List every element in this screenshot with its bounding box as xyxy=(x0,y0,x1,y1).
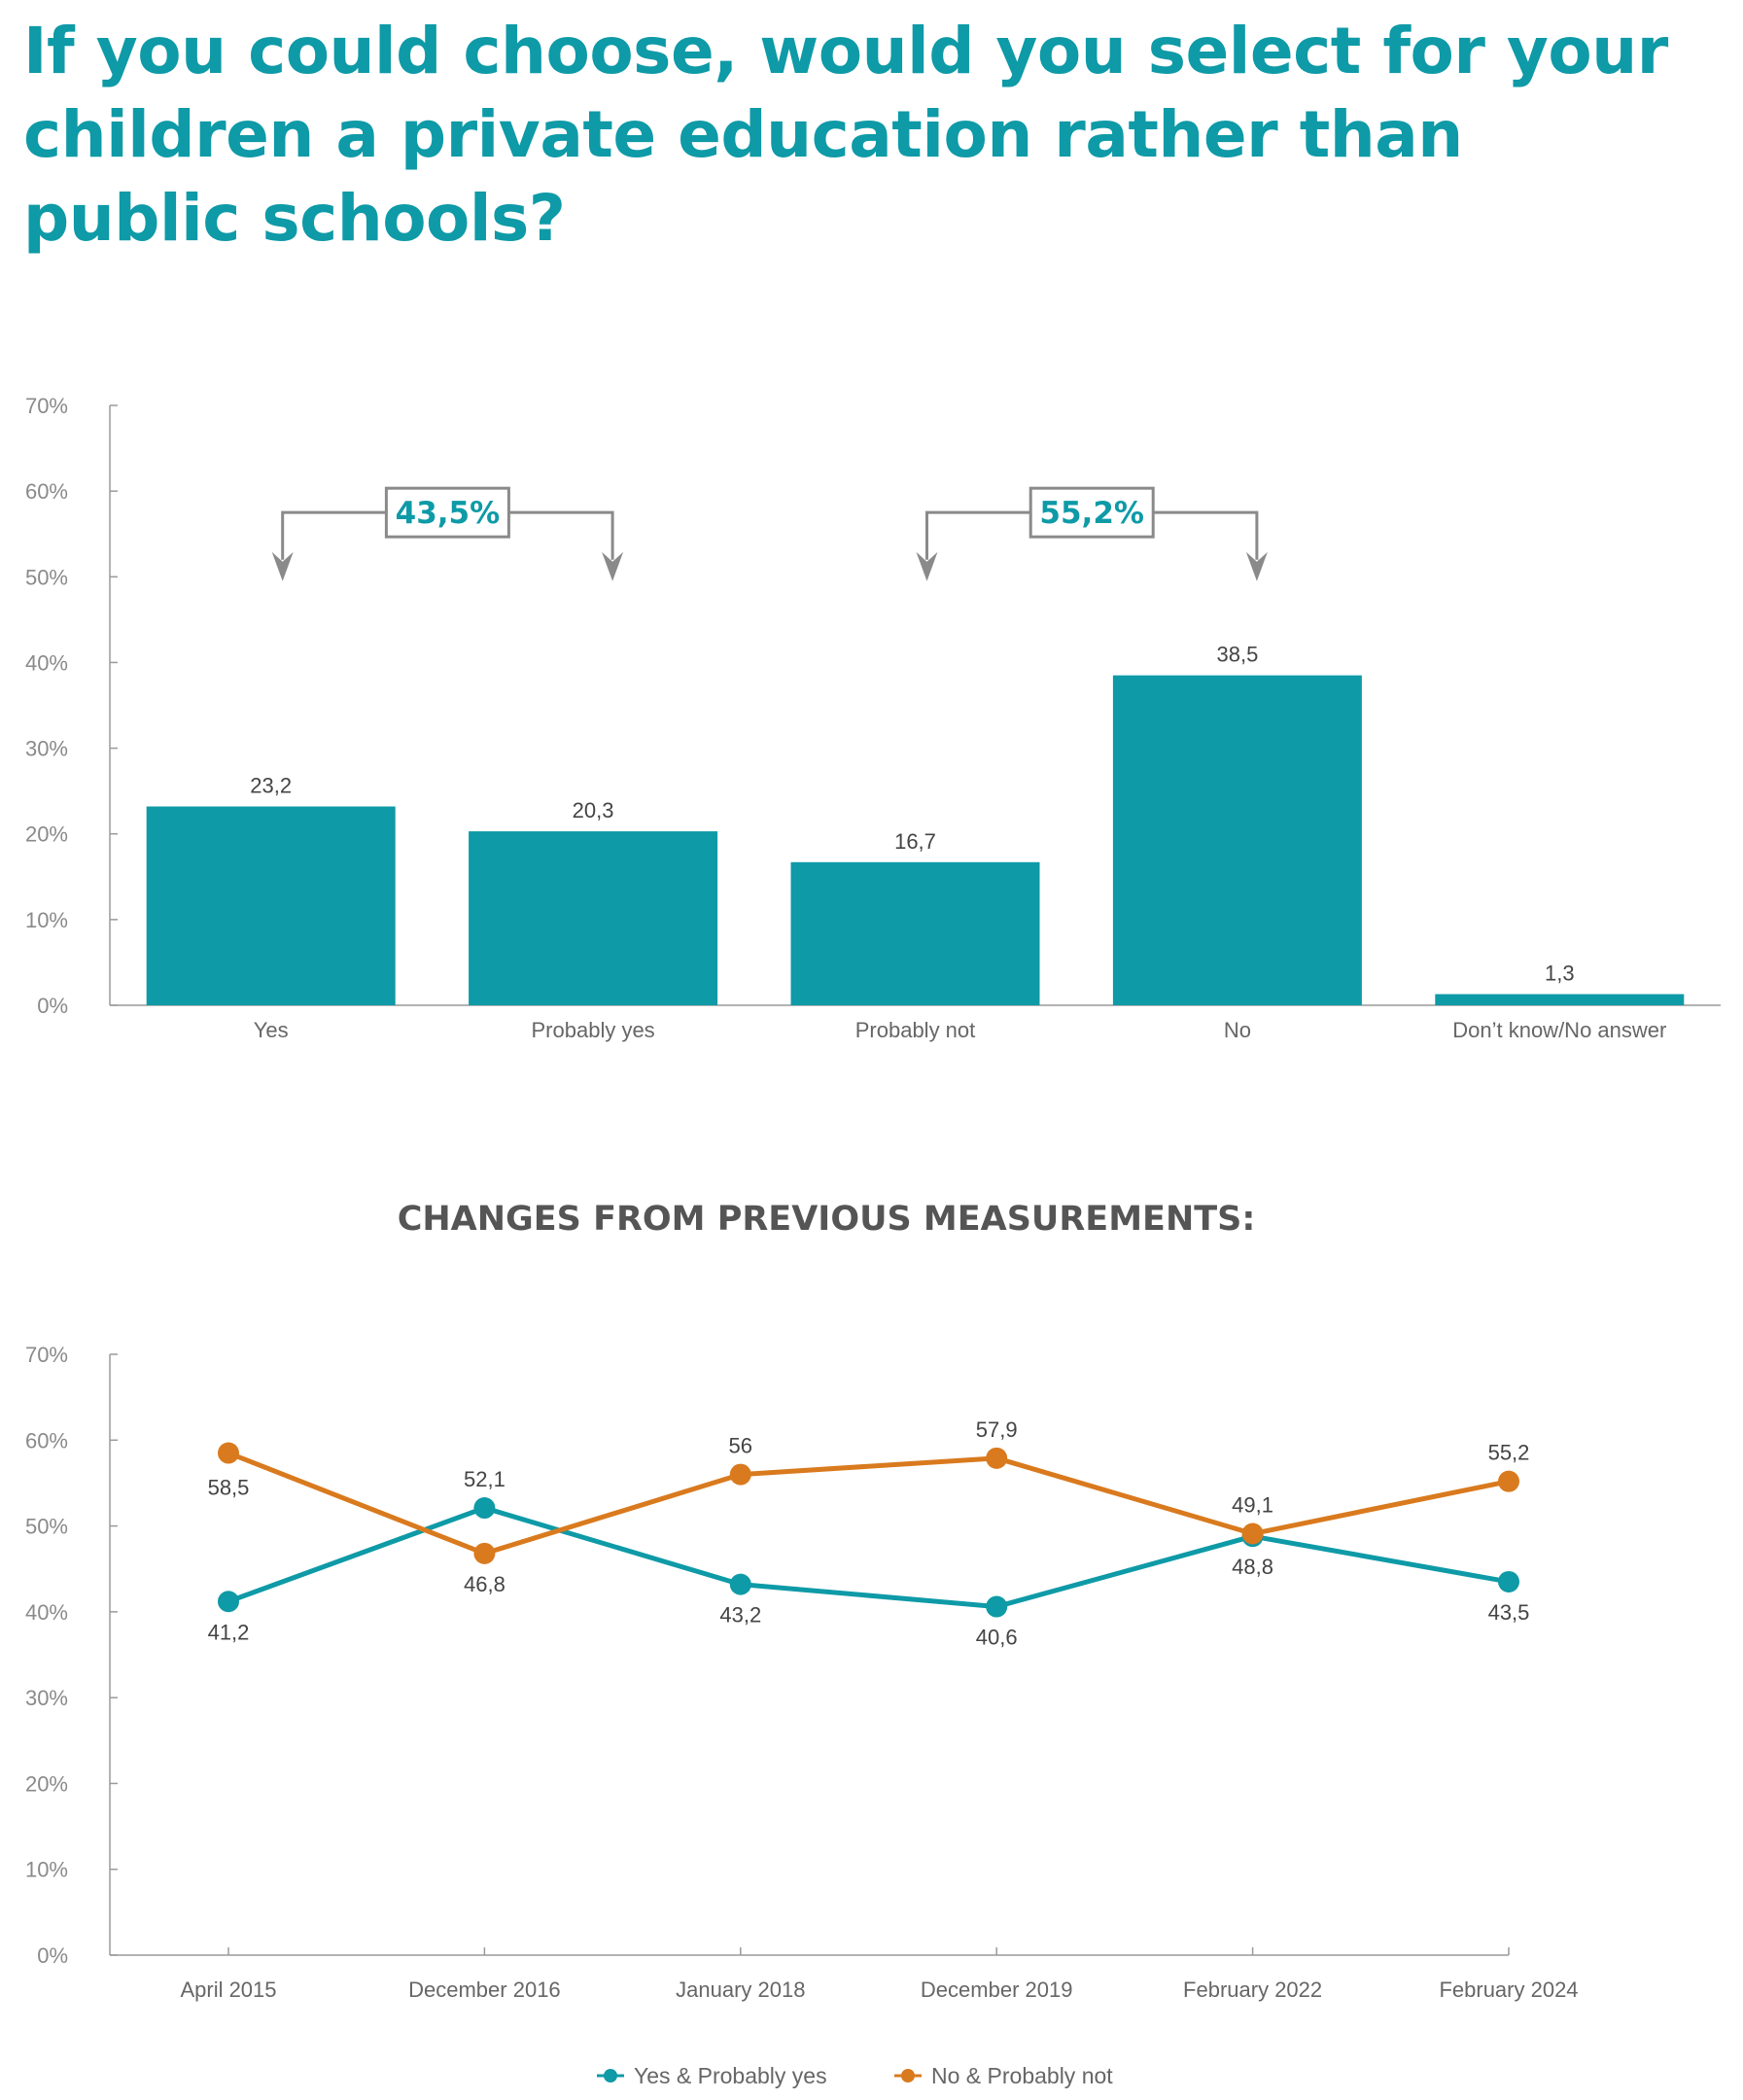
legend-swatch-dot xyxy=(604,2069,617,2082)
line-x-tick-label: December 2019 xyxy=(920,1978,1073,2002)
bar-value-label: 38,5 xyxy=(1216,642,1259,667)
bar-category-label: No xyxy=(1223,1018,1251,1042)
bracket-right-arm xyxy=(1153,512,1257,560)
bracket-left-arm xyxy=(283,512,387,560)
line-x-tick-label: February 2022 xyxy=(1183,1978,1323,2002)
series-1-point xyxy=(1498,1571,1519,1592)
line-x-tick-label: April 2015 xyxy=(180,1978,277,2002)
page-title: If you could choose, would you select for your children a private education rather than public schools? xyxy=(23,14,1668,256)
bar-y-tick-label: 70% xyxy=(24,394,68,418)
series-2-point-label: 57,9 xyxy=(975,1417,1018,1442)
bar-4 xyxy=(1113,676,1362,1005)
series-2-point xyxy=(1498,1471,1519,1492)
bar-2 xyxy=(469,831,717,1005)
bar-category-label: Yes xyxy=(253,1018,289,1042)
bar-y-tick-label: 0% xyxy=(37,994,68,1018)
series-2-point-label: 46,8 xyxy=(463,1571,505,1596)
bracket-total-label: 55,2% xyxy=(1039,496,1144,532)
line-y-tick-label: 30% xyxy=(24,1686,68,1711)
series-1-point-label: 43,2 xyxy=(719,1602,762,1628)
series-2-point-label: 58,5 xyxy=(207,1475,250,1500)
line-y-tick-label: 50% xyxy=(24,1514,68,1539)
bar-3 xyxy=(791,862,1040,1005)
series-1-point xyxy=(473,1497,495,1519)
series-line-2 xyxy=(228,1453,1509,1554)
bar-1 xyxy=(147,807,396,1005)
bracket-total-label: 43,5% xyxy=(395,496,501,532)
series-2-point xyxy=(730,1464,751,1486)
series-2-point xyxy=(986,1448,1007,1469)
bar-value-label: 16,7 xyxy=(894,828,936,854)
series-1-point-label: 43,5 xyxy=(1487,1599,1530,1625)
line-x-tick-label: December 2016 xyxy=(408,1978,561,2002)
bracket-left-arm xyxy=(927,512,1031,560)
line-y-tick-label: 0% xyxy=(37,1943,68,1968)
bar-y-tick-label: 10% xyxy=(24,907,68,932)
line-x-tick-label: January 2018 xyxy=(676,1978,806,2002)
series-2-point xyxy=(218,1443,239,1464)
legend-label: Yes & Probably yes xyxy=(634,2063,827,2088)
line-chart-title: CHANGES FROM PREVIOUS MEASUREMENTS: xyxy=(397,1200,1256,1239)
series-1-point-label: 41,2 xyxy=(207,1620,250,1645)
bar-y-tick-label: 50% xyxy=(24,565,68,590)
bar-y-tick-label: 40% xyxy=(24,650,68,676)
bar-y-tick-label: 60% xyxy=(24,479,68,505)
line-y-tick-label: 10% xyxy=(24,1857,68,1882)
line-y-tick-label: 20% xyxy=(24,1771,68,1797)
bar-5 xyxy=(1435,995,1684,1005)
series-1-point-label: 48,8 xyxy=(1232,1555,1274,1580)
bar-y-tick-label: 30% xyxy=(24,736,68,761)
bar-value-label: 1,3 xyxy=(1545,961,1575,986)
line-y-tick-label: 40% xyxy=(24,1599,68,1625)
series-2-point-label: 56 xyxy=(728,1433,753,1458)
legend-swatch-dot xyxy=(901,2069,915,2082)
bar-value-label: 20,3 xyxy=(572,798,614,823)
bar-category-label: Don’t know/No answer xyxy=(1452,1018,1667,1042)
series-2-point-label: 55,2 xyxy=(1487,1440,1530,1465)
line-y-tick-label: 60% xyxy=(24,1428,68,1453)
bar-y-tick-label: 20% xyxy=(24,822,68,847)
series-1-point xyxy=(730,1574,751,1595)
legend-label: No & Probably not xyxy=(931,2063,1113,2088)
series-1-point xyxy=(218,1591,239,1612)
bar-category-label: Probably yes xyxy=(531,1018,655,1042)
series-2-point xyxy=(473,1543,495,1564)
bar-category-label: Probably not xyxy=(854,1018,976,1042)
series-1-point-label: 52,1 xyxy=(463,1467,505,1492)
bar-value-label: 23,2 xyxy=(250,773,293,798)
line-x-tick-label: February 2024 xyxy=(1439,1978,1579,2002)
bracket-right-arm xyxy=(508,512,612,560)
series-2-point xyxy=(1242,1523,1264,1545)
series-1-point-label: 40,6 xyxy=(975,1625,1018,1650)
line-y-tick-label: 70% xyxy=(24,1343,68,1367)
series-1-point xyxy=(986,1596,1007,1618)
series-2-point-label: 49,1 xyxy=(1232,1492,1274,1518)
